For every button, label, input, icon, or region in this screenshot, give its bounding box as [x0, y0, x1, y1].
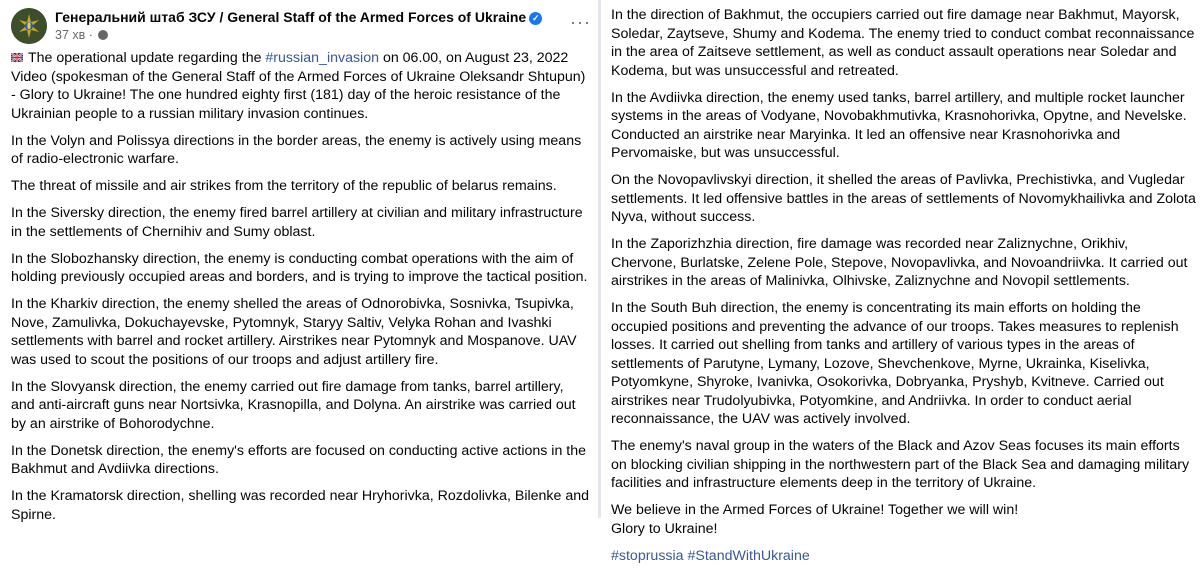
paragraph-naval: The enemy's naval group in the waters of the Black and Azov Seas focuses its main efforts on blocking civilian shipping in the northwestern part of the Black Sea and damaging military facilities and infrastructure elements deep in the territory of Ukraine. — [611, 438, 1190, 491]
page-name[interactable]: Генеральний штаб ЗСУ / General Staff of the Armed Forces of Ukraine — [55, 9, 527, 25]
closing-line-1: We believe in the Armed Forces of Ukraine! Together we will win! — [611, 502, 1019, 518]
hashtag-russian-invasion[interactable]: #russian_invasion — [265, 50, 379, 66]
separator-dot: · — [88, 28, 97, 42]
paragraph-slobozhansky: In the Slobozhansky direction, the enemy is conducting combat operations with the aim of holding previously occupied areas and borders, and is trying to improve the tactical position. — [11, 250, 588, 285]
post-meta — [55, 28, 108, 42]
post-body-left — [11, 49, 591, 533]
closing-paragraph — [611, 501, 1196, 538]
intro-text-post: on 06.00, on August 23, 2022 Video (spokesman of the General Staff of the Armed Forces of Ukraine Oleksandr Shtupun) - Glory to Ukraine! The one hundred eighty first (181) day of the heroic resistance of the Ukrainian people to a russian military invasion continues. — [11, 50, 586, 122]
hashtags-row — [611, 547, 1196, 566]
right-column — [601, 0, 1200, 564]
hashtag-standwithukraine[interactable]: #StandWithUkraine — [687, 547, 810, 564]
post-header — [11, 6, 591, 46]
page-name-row — [55, 9, 542, 25]
verified-badge-icon: ✓ — [529, 12, 542, 25]
paragraph-slovyansk: In the Slovyansk direction, the enemy carried out fire damage from tanks, barrel artillery, and anti-aircraft guns near Nortsivka, Krasnopilla, and Dolyna. An airstrike was carried out by an airstrike of Bohorodychne. — [11, 378, 576, 432]
paragraph-siversky: In the Siversky direction, the enemy fired barrel artillery at civilian and military infrastructure in the settlements of Chernihiv and Sumy oblast. — [11, 205, 583, 240]
paragraph-belarus: The threat of missile and air strikes from the territory of the republic of belarus remains. — [11, 178, 557, 194]
general-staff-emblem-icon[interactable] — [11, 8, 47, 44]
paragraph-kramatorsk: In the Kramatorsk direction, shelling was recorded near Hryhorivka, Rozdolivka, Bilenke and Spirne. — [11, 488, 590, 523]
uk-flag-icon — [11, 53, 23, 62]
paragraph-zaporizhzhia: In the Zaporizhzhia direction, fire damage was recorded near Zaliznychne, Orikhiv, Chervone, Burlatske, Zelene Pole, Stepove, Novopavlivka, and Novoandriivka. It carried out airstrikes in the areas of Malinivka, Olhivske, Zaliznychne and Novopil settlements. — [611, 236, 1188, 289]
closing-line-2: Glory to Ukraine! — [611, 520, 718, 537]
intro-paragraph — [11, 49, 591, 123]
paragraph-donetsk: In the Donetsk direction, the enemy's efforts are focused on conducting active actions in the Bakhmut and Avdiivka directions. — [11, 442, 587, 477]
post-body-right — [611, 6, 1196, 574]
paragraph-avdiivka: In the Avdiivka direction, the enemy used tanks, barrel artillery, and multiple rocket launcher systems in the areas of Vodyane, Novobakhmutivka, Krasnohorivka, Opytne, and Nevelske. Conducted an airstrike near Maryinka. It led an offensive near Krasnohorivka and Pervomaiske, but was unsuccessful. — [611, 89, 1187, 161]
left-column — [0, 0, 598, 523]
hashtag-stoprussia[interactable]: #stoprussia — [611, 547, 684, 564]
paragraph-kharkiv: In the Kharkiv direction, the enemy shelled the areas of Odnorobivka, Sosnivka, Tsupivka, Nove, Zamulivka, Dokuchayevske, Pytomnyk, Staryy Saltiv, Velyka Rohan and Ivashki settlements with barrel and rocket artillery. Airstrikes near Pytomnyk and Mospanove. UAV was used to scout the positions of our troops and adjust artillery fire. — [11, 296, 577, 368]
globe-icon — [98, 30, 108, 40]
more-options-icon[interactable]: ··· — [570, 12, 591, 32]
paragraph-south-buh: In the South Buh direction, the enemy is concentrating its main efforts on holding the occupied positions and preventing the advance of our troops. Takes measures to replenish losses. It carried out shelling from tanks and artillery of various types in the areas of settlements of Parutyne, Lymany, Lozove, Shevchenkove, Myrne, Ukrainka, Kiselivka, Potyomkyne, Shyroke, Ivanivka, Osokorivka, Dobryanka, Pryshyb, Kvitneve. Carried out airstrikes near Trudolyubivka, Potyomkine, and Andriivka. In order to conduct aerial reconnaissance, the UAV was actively involved. — [611, 300, 1179, 427]
paragraph-volyn: In the Volyn and Polissya directions in the border areas, the enemy is actively using means of radio-electronic warfare. — [11, 132, 582, 167]
paragraph-bakhmut: In the direction of Bakhmut, the occupiers carried out fire damage near Bakhmut, Mayorsk, Soledar, Zaytseve, Shumy and Kodema. The enemy tried to conduct combat reconnaissance in the area of Zaitseve settlement, as well as conduct assault operations near Soledar and Kodema, but was unsuccessful and retreated. — [611, 7, 1195, 79]
post-time[interactable]: 37 хв — [55, 28, 86, 42]
intro-text-pre: The operational update regarding the — [28, 50, 266, 66]
paragraph-novopavlivskyi: On the Novopavlivskyi direction, it shelled the areas of Pavlivka, Prechistivka, and Vugledar settlements. It led offensive battles in the areas of settlements of Novomykhailivka and Zolota Nyva, without success. — [611, 172, 1196, 225]
